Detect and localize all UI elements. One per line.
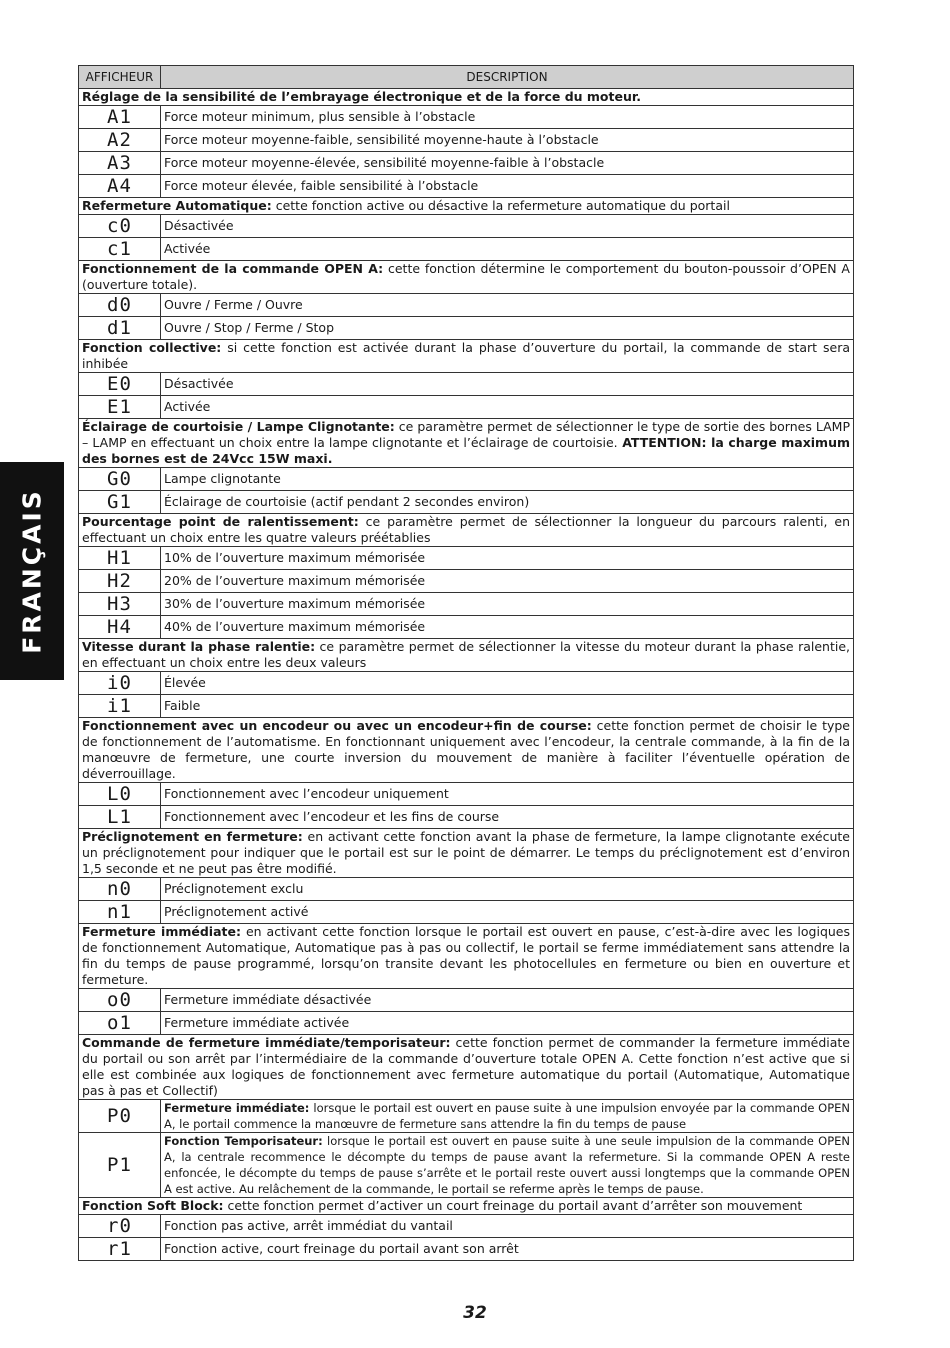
parameter-description [161,570,854,593]
parameter-title: Fonction Temporisateur: [164,1134,323,1148]
parameter-row [79,238,854,261]
parameter-description [161,152,854,175]
parameter-description [161,1133,854,1198]
parameter-description [161,106,854,129]
parameter-description [161,175,854,198]
parameter-text: Ouvre / Stop / Ferme / Stop [164,320,335,335]
parameter-text: Éclairage de courtoisie (actif pendant 2 secondes environ) [164,494,530,509]
parameter-description [161,468,854,491]
display-code: E0 [79,373,161,396]
display-code: H2 [79,570,161,593]
section-row [79,89,854,106]
parameter-text: 20% de l’ouverture maximum mémorisée [164,573,426,588]
parameter-text: Activée [164,241,211,256]
parameter-text: 40% de l’ouverture maximum mémorisée [164,619,426,634]
section-text: cette fonction permet de choisir le type de fonctionnement de l’automatisme. En fonctionnant uniquement avec l’encodeur, la centrale commande, à la fin de la manœuvre de fermeture, une courte inversion du mouvement de manière à faciliter l’éventuelle opération de déverrouillage. [82,718,850,781]
section-description [79,261,854,294]
section-description [79,198,854,215]
parameter-description [161,616,854,639]
section-text: cette fonction permet de commander la fermeture immédiate du portail ou son arrêt par l’intermédiaire de la commande d’ouverture totale OPEN A. Cette fonction n’est active que si elle est combinée aux logiques de fonctionnement avec fermeture automatique du portail (Automatique, Automatique pas à pas et Collectif) [82,1035,850,1098]
parameter-row [79,1238,854,1261]
parameter-row [79,1133,854,1198]
parameter-row [79,672,854,695]
parameter-description [161,215,854,238]
parameter-description [161,491,854,514]
section-warning: ATTENTION: la charge maximum des bornes est de 24Vcc 15W maxi. [82,435,850,466]
section-row [79,419,854,468]
parameter-text: Faible [164,698,201,713]
display-code: G0 [79,468,161,491]
parameter-row [79,373,854,396]
parameter-text: Force moteur minimum, plus sensible à l’obstacle [164,109,476,124]
section-text: en activant cette fonction lorsque le portail est ouvert en pause, c’est-à-dire avec les logiques de fonctionnement Automatique, Automatique pas à pas ou collectif, le portail se ferme immédiatement sans attendre la fin du temps de pause programmé, lorsqu’on transite devant les photocellules en fermeture ou bien en ouverture et fermeture. [82,924,851,987]
parameter-text: Ouvre / Ferme / Ouvre [164,297,303,312]
display-code: i0 [79,672,161,695]
display-code: i1 [79,695,161,718]
display-code: A3 [79,152,161,175]
parameter-description [161,238,854,261]
parameter-text: Fonction active, court freinage du portail avant son arrêt [164,1241,519,1256]
parameter-row [79,695,854,718]
section-text: cette fonction détermine le comportement du bouton-poussoir d’OPEN A (ouverture totale). [82,261,850,292]
parameter-description [161,1215,854,1238]
section-title: Réglage de la sensibilité de l’embrayage électronique et de la force du moteur. [82,89,641,104]
display-code: H1 [79,547,161,570]
section-title: Commande de fermeture immédiate/temporisateur: [82,1035,451,1050]
parameter-description [161,806,854,829]
parameter-text: Fonction pas active, arrêt immédiat du vantail [164,1218,453,1233]
parameter-row [79,468,854,491]
section-text: ce paramètre permet de sélectionner la vitesse du moteur durant la phase ralentie, en effectuant un choix entre les deux valeurs [82,639,850,670]
display-code: o0 [79,989,161,1012]
display-code: E1 [79,396,161,419]
display-code: c0 [79,215,161,238]
section-description [79,1035,854,1100]
display-code: L0 [79,783,161,806]
parameter-row [79,396,854,419]
section-description [79,1198,854,1215]
parameter-text: Fonctionnement avec l’encodeur et les fins de course [164,809,500,824]
header-description: DESCRIPTION [161,66,854,89]
header-display: AFFICHEUR [79,66,161,89]
parameter-row [79,593,854,616]
parameter-row [79,491,854,514]
section-description [79,514,854,547]
parameter-row [79,901,854,924]
section-title: Éclairage de courtoisie / Lampe Clignotante: [82,419,395,434]
display-code: n0 [79,878,161,901]
section-row [79,924,854,989]
parameter-description [161,878,854,901]
parameter-row [79,616,854,639]
display-code: A2 [79,129,161,152]
parameter-description [161,396,854,419]
parameter-row [79,129,854,152]
section-row [79,1035,854,1100]
section-row [79,829,854,878]
page-number: 32 [463,1303,487,1323]
display-code: G1 [79,491,161,514]
section-text: cette fonction permet d’activer un court freinage du portail avant d’arrêter son mouvement [223,1198,803,1213]
parameter-text: Fermeture immédiate désactivée [164,992,372,1007]
parameter-row [79,570,854,593]
display-code: r1 [79,1238,161,1261]
parameter-row [79,783,854,806]
section-title: Préclignotement en fermeture: [82,829,303,844]
parameter-row [79,317,854,340]
section-row [79,198,854,215]
section-title: Fonctionnement de la commande OPEN A: [82,261,384,276]
parameter-text: Fonctionnement avec l’encodeur uniquement [164,786,449,801]
display-code: c1 [79,238,161,261]
parameter-description [161,783,854,806]
section-description [79,419,854,468]
parameter-row [79,1215,854,1238]
parameter-text: Élevée [164,675,206,690]
parameter-row [79,806,854,829]
display-code: H3 [79,593,161,616]
parameter-row [79,175,854,198]
display-code: P1 [79,1133,161,1198]
display-code: A4 [79,175,161,198]
section-description [79,340,854,373]
language-side-tab [0,462,64,680]
parameter-row [79,878,854,901]
parameter-row [79,1012,854,1035]
section-title: Vitesse durant la phase ralentie: [82,639,316,654]
parameter-row [79,215,854,238]
section-description [79,924,854,989]
section-description [79,718,854,783]
section-text: ce paramètre permet de sélectionner la longueur du parcours ralenti, en effectuant un choix entre les quatre valeurs préétablies [82,514,850,545]
parameter-row [79,989,854,1012]
parameter-text: Force moteur moyenne-élevée, sensibilité moyenne-faible à l’obstacle [164,155,605,170]
section-text: en activant cette fonction avant la phase de fermeture, la lampe clignotante exécute un préclignotement pour indiquer que le portail est sur le point de démarrer. Le temps du préclignotement est d’environ 1,5 seconde et ne peut pas être modifié. [82,829,850,876]
section-title: Refermeture Automatique: [82,198,272,213]
parameter-row [79,106,854,129]
table-header-row [79,66,854,89]
display-code: L1 [79,806,161,829]
section-title: Fonction Soft Block: [82,1198,224,1213]
parameter-text: Désactivée [164,376,234,391]
parameter-description [161,695,854,718]
parameter-description [161,593,854,616]
parameter-text: Force moteur élevée, faible sensibilité à l’obstacle [164,178,479,193]
parameter-row [79,1100,854,1133]
parameter-row [79,152,854,175]
parameter-table [78,65,854,1261]
parameter-text: Force moteur moyenne-faible, sensibilité moyenne-haute à l’obstacle [164,132,599,147]
parameter-description [161,1238,854,1261]
parameter-row [79,294,854,317]
parameter-title: Fermeture immédiate: [164,1101,314,1115]
section-description [79,829,854,878]
parameter-description [161,547,854,570]
display-code: o1 [79,1012,161,1035]
parameter-description [161,901,854,924]
parameter-row [79,547,854,570]
parameter-text: lorsque le portail est ouvert en pause suite à une seule impulsion de la commande OPEN A, la centrale recommence le décompte du temps de pause avant la refermeture. Si la commande OPEN A reste enfoncée, le décompte du temps de pause s’arrête et le portail reste ouvert aussi longtemps que la commande OPEN A est active. Au relâchement de la commande, le portail se referme après le temps de pause. [164,1134,851,1196]
display-code: P0 [79,1100,161,1133]
parameter-description [161,1100,854,1133]
section-row [79,514,854,547]
section-row [79,261,854,294]
parameter-text: 10% de l’ouverture maximum mémorisée [164,550,426,565]
parameter-description [161,672,854,695]
display-code: H4 [79,616,161,639]
parameter-text: lorsque le portail est ouvert en pause suite à une impulsion envoyée par la commande OPEN A, le portail commence la manœuvre de fermeture sans attendre la fin du temps de pause [164,1101,851,1131]
display-code: d0 [79,294,161,317]
section-row [79,639,854,672]
section-title: Fonctionnement avec un encodeur ou avec un encodeur+fin de course: [82,718,592,733]
parameter-text: Fermeture immédiate activée [164,1015,350,1030]
section-title: Fonction collective: [82,340,222,355]
table-body [79,89,854,1261]
section-row [79,1198,854,1215]
parameter-description [161,317,854,340]
display-code: d1 [79,317,161,340]
parameter-description [161,1012,854,1035]
parameter-description [161,373,854,396]
display-code: r0 [79,1215,161,1238]
parameter-text: Préclignotement exclu [164,881,304,896]
language-label: FRANÇAIS [17,488,47,654]
section-text: cette fonction active ou désactive la refermeture automatique du portail [271,198,730,213]
section-text: si cette fonction est activée durant la phase d’ouverture du portail, la commande de start sera inhibée [82,340,850,371]
section-title: Fermeture immédiate: [82,924,241,939]
section-text: ce paramètre permet de sélectionner le type de sortie des bornes LAMP – LAMP en effectuant un choix entre la lampe clignotante et l’éclairage de courtoisie. [82,419,850,450]
display-code: n1 [79,901,161,924]
parameter-description [161,129,854,152]
parameter-text: 30% de l’ouverture maximum mémorisée [164,596,426,611]
section-description [79,639,854,672]
parameter-text: Activée [164,399,211,414]
parameter-text: Désactivée [164,218,234,233]
section-description [79,89,854,106]
section-row [79,718,854,783]
section-title: Pourcentage point de ralentissement: [82,514,359,529]
parameter-text: Préclignotement activé [164,904,309,919]
parameter-description [161,989,854,1012]
section-row [79,340,854,373]
parameter-description [161,294,854,317]
display-code: A1 [79,106,161,129]
parameter-text: Lampe clignotante [164,471,281,486]
